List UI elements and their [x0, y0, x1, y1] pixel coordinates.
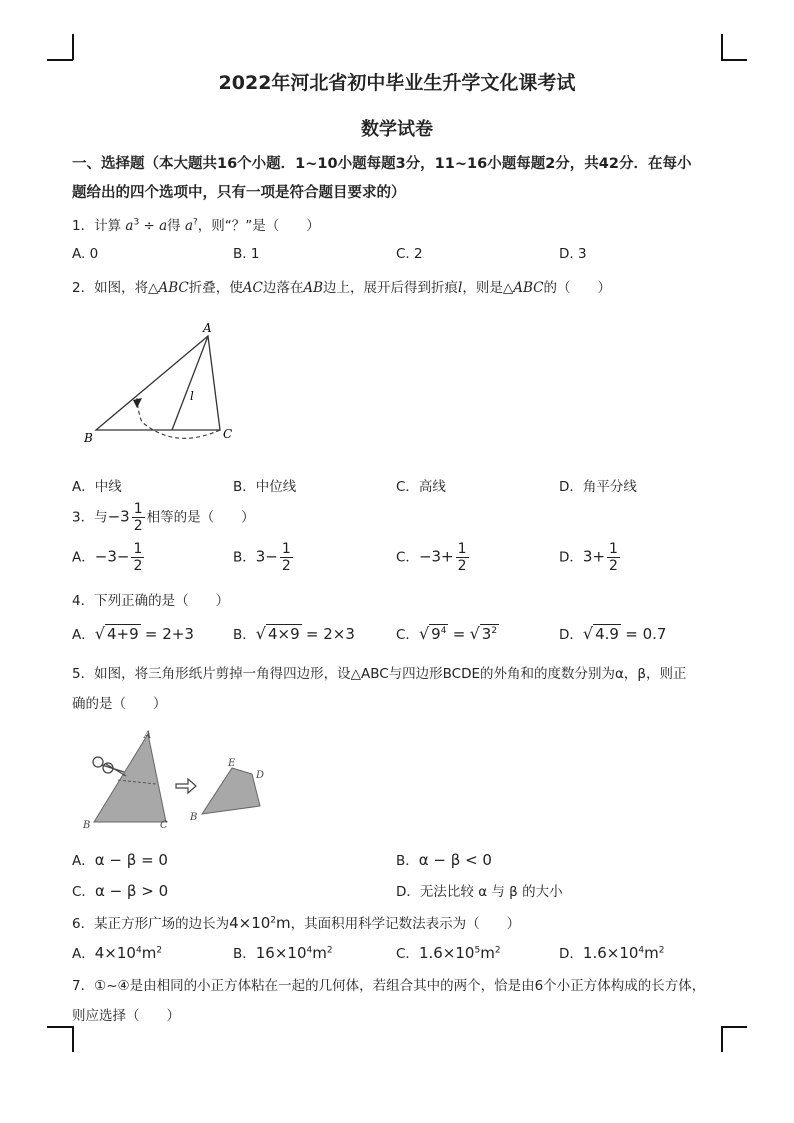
q4-option-c: C．√ $9^4$ = √ $3^2$ — [396, 624, 498, 643]
question-5-line-2: 确的是（ ） — [72, 696, 167, 712]
q2-triangle-figure — [80, 318, 250, 448]
label-e: E — [228, 758, 236, 769]
label-a: A — [203, 321, 212, 335]
q5-cut-figure — [80, 728, 280, 833]
question-2: 2．如图，将△ABC折叠，使AC边落在AB边上，展开后得到折痕l，则是△ABC的（ ） — [72, 280, 611, 296]
q2-option-c: C．高线 — [396, 479, 446, 495]
label-c: C — [223, 427, 233, 441]
triangle-abc — [96, 336, 220, 430]
q2-option-b: B．中位线 — [233, 479, 297, 495]
crop-mark-top-right — [721, 34, 748, 61]
crop-mark-top-left — [47, 34, 74, 61]
section-header-line-2: 题给出的四个选项中，只有一项是符合题目要求的） — [72, 185, 406, 201]
q5-option-d: D．无法比较 α 与 β 的大小 — [396, 884, 563, 900]
q3-option-c: C．−3+ $\frac{1}{2}$ — [396, 541, 467, 574]
label-d: D — [256, 770, 265, 781]
right-arrow-icon — [176, 779, 196, 793]
label-c: C — [160, 820, 168, 831]
question-7-line-2: 则应选择（ ） — [72, 1008, 180, 1024]
page-title: 2022年河北省初中毕业生升学文化课考试 — [218, 72, 576, 94]
q4-option-a: A．√ 4+9 = 2+3 — [72, 624, 194, 643]
question-5-line-1: 5．如图，将三角形纸片剪掉一角得四边形，设△ABC与四边形BCDE的外角和的度数分别为α，β，则正 — [72, 666, 687, 682]
quadrilateral-bcde — [202, 768, 260, 814]
question-4: 4．下列正确的是（ ） — [72, 593, 230, 609]
label-a: A — [144, 730, 152, 741]
q1-option-d: D. 3 — [559, 246, 587, 262]
crop-mark-bottom-right — [721, 1026, 748, 1053]
q3-option-a: A．−3− $\frac{1}{2}$ — [72, 541, 143, 574]
q6-option-c: C．$1.6\times 10^5m^2$ — [396, 944, 501, 962]
q2-option-a: A．中线 — [72, 479, 122, 495]
fold-line-l — [172, 336, 208, 430]
fold-arc — [137, 398, 220, 438]
q6-option-d: D．$1.6\times 10^4m^2$ — [559, 944, 665, 962]
q1-option-c: C. 2 — [396, 246, 423, 262]
triangle-paper — [94, 734, 166, 822]
page-subtitle: 数学试卷 — [361, 119, 433, 140]
q5-option-a: A．α − β = 0 — [72, 851, 168, 869]
q5-option-b: B．α − β < 0 — [396, 851, 492, 869]
question-6: 6．某正方形广场的边长为$4\times 10^2m$，其面积用科学记数法表示为（ ） — [72, 914, 521, 932]
q2-option-d: D．角平分线 — [559, 479, 637, 495]
label-b-quad: B — [190, 812, 198, 823]
label-l: l — [190, 389, 194, 403]
section-header-line-1: 一、选择题（本大题共16个小题．1~10小题每题3分，11~16小题每题2分，共42分．在每小 — [72, 156, 692, 172]
q5-option-c: C．α − β > 0 — [72, 882, 169, 900]
q1-option-b: B. 1 — [233, 246, 260, 262]
label-b: B — [83, 820, 91, 831]
q6-option-b: B．$16\times 10^4m^2$ — [233, 944, 333, 962]
question-7-line-1: 7．①~④是由相同的小正方体粘在一起的几何体，若组合其中的两个，恰是由6个小正方体构成的长方体， — [72, 978, 706, 994]
q4-option-d: D．√ 4.9 = 0.7 — [559, 624, 667, 643]
label-b: B — [84, 431, 93, 445]
q4-option-b: B．√ 4×9 = 2×3 — [233, 624, 355, 643]
scissors-icon — [93, 757, 126, 776]
question-1: 1．计算 $a^3 \div a$得 a?，则“？”是（ ） — [72, 217, 320, 234]
question-3: 3．与−3 $\frac{1}{2}$ 相等的是（ ） — [72, 501, 255, 534]
q3-option-d: D．3+ $\frac{1}{2}$ — [559, 541, 618, 574]
q3-option-b: B．3− $\frac{1}{2}$ — [233, 541, 291, 574]
crop-mark-bottom-left — [47, 1026, 74, 1053]
q1-option-a: A. 0 — [72, 246, 99, 262]
arc-arrow-icon — [133, 398, 142, 408]
q6-option-a: A．$4\times 10^4m^2$ — [72, 944, 163, 962]
